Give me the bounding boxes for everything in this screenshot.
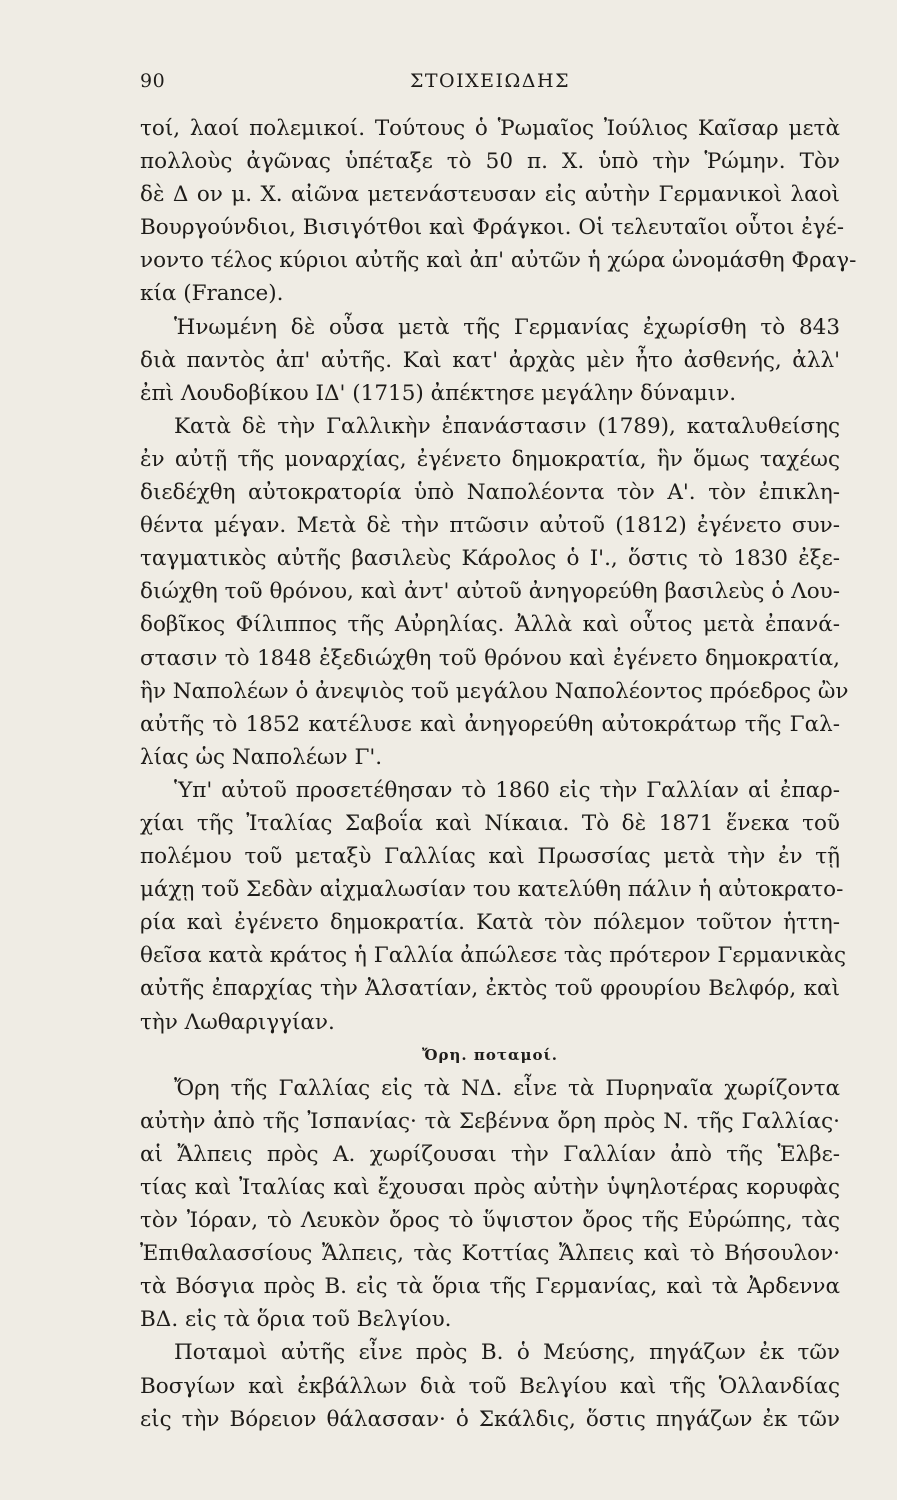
text-line: ἣν Ναπολέων ὁ ἀνεψιὸς τοῦ μεγάλου Ναπολέοντος πρόεδρος ὢν [140, 678, 849, 704]
text-line: Ὑπ' αὐτοῦ προσετέθησαν τὸ 1860 εἰς τὴν Γαλλίαν αἱ ἐπαρ- [174, 777, 840, 803]
text-line: διὰ παντὸς ἀπ' αὐτῆς. Καὶ κατ' ἀρχὰς μὲν ἦτο ἀσθενής, ἀλλ' [140, 347, 840, 373]
text-line: Ἐπιθαλασσίους Ἄλπεις, τὰς Κοττίας Ἄλπεις καὶ τὸ Βήσουλον· [140, 1241, 840, 1267]
text-line: τίας καὶ Ἰταλίας καὶ ἔχουσαι πρὸς αὐτὴν ὑψηλοτέρας κορυφὰς [140, 1175, 840, 1200]
text-line: κία (France). [140, 281, 284, 307]
text-line: αὐτῆς ἐπαρχίας τὴν Ἀλσατίαν, ἐκτὸς τοῦ φρουρίου Βελφόρ, καὶ [140, 976, 840, 1002]
text-line: αὐτῆς τὸ 1852 κατέλυσε καὶ ἀνηγορεύθη αὐτοκράτωρ τῆς Γαλ- [140, 711, 840, 737]
text-line: πολέμου τοῦ μεταξὺ Γαλλίας καὶ Πρωσσίας μετὰ τὴν ἐν τῇ [140, 844, 840, 870]
text-line: δοβῖκος Φίλιππος τῆς Αὐρηλίας. Ἀλλὰ καὶ οὗτος μετὰ ἐπανά- [140, 612, 840, 638]
text-line: Ὄρη τῆς Γαλλίας εἰς τὰ ΝΔ. εἶνε τὰ Πυρηναῖα χωρίζοντα [174, 1075, 840, 1101]
text-line: θέντα μέγαν. Μετὰ δὲ τὴν πτῶσιν αὐτοῦ (1812) ἐγένετο συν- [140, 513, 840, 539]
text-line: χίαι τῆς Ἰταλίας Σαβοΐα καὶ Νίκαια. Τὸ δὲ 1871 ἕνεκα τοῦ [140, 810, 840, 836]
text-line: ταγματικὸς αὐτῆς βασιλεὺς Κάρολος ὁ Ι'., ὅστις τὸ 1830 ἐξε- [140, 546, 840, 572]
text-line: δὲ Δ ον μ. Χ. αἰῶνα μετενάστευσαν εἰς αὐτὴν Γερμανικοὶ λαοὶ [140, 182, 840, 208]
text-line: ἐπὶ Λουδοβίκου ΙΔ' (1715) ἀπέκτησε μεγάλην δύναμιν. [140, 380, 737, 406]
section-heading: Ὄρη. ποταμοί. [422, 1045, 558, 1064]
text-line: τὴν Λωθαριγγίαν. [140, 1009, 335, 1035]
text-line: διεδέχθη αὐτοκρατορία ὑπὸ Ναπολέοντα τὸν Α'. τὸν ἐπικλη- [140, 480, 840, 506]
text-line: μάχῃ τοῦ Σεδὰν αἰχμαλωσίαν του κατελύθη πάλιν ἡ αὐτοκρατο- [140, 877, 844, 903]
text-line: Ποταμοὶ αὐτῆς εἶνε πρὸς Β. ὁ Μεύσης, πηγάζων ἐκ τῶν [174, 1340, 840, 1366]
text-line: αἱ Ἄλπεις πρὸς Α. χωρίζουσαι τὴν Γαλλίαν ἀπὸ τῆς Ἑλβε- [140, 1141, 840, 1167]
text-line: τοί, λαοί πολεμικοί. Τούτους ὁ Ῥωμαῖος Ἰούλιος Καῖσαρ μετὰ [140, 116, 840, 141]
text-line: Βοσγίων καὶ ἐκβάλλων διὰ τοῦ Βελγίου καὶ τῆς Ὁλλανδίας [140, 1373, 840, 1399]
text-line: Κατὰ δὲ τὴν Γαλλικὴν ἐπανάστασιν (1789), καταλυθείσης [174, 413, 840, 439]
text-line: λίας ὡς Ναπολέων Γ'. [140, 744, 383, 770]
text-line: νοντο τέλος κύριοι αὐτῆς καὶ ἀπ' αὐτῶν ἡ χώρα ὠνομάσθη Φραγ- [140, 248, 857, 274]
text-line: αὐτὴν ἀπὸ τῆς Ἰσπανίας· τὰ Σεβέννα ὄρη πρὸς Ν. τῆς Γαλλίας· [140, 1108, 840, 1134]
text-line: Ἡνωμένη δὲ οὖσα μετὰ τῆς Γερμανίας ἐχωρίσθη τὸ 843 [174, 314, 840, 340]
text-line: θεῖσα κατὰ κράτος ἡ Γαλλία ἀπώλεσε τὰς πρότερον Γερμανικὰς [140, 943, 847, 969]
text-line: διώχθη τοῦ θρόνου, καὶ ἀντ' αὐτοῦ ἀνηγορεύθη βασιλεὺς ὁ Λου- [140, 579, 840, 605]
text-line: ΒΔ. εἰς τὰ ὅρια τοῦ Βελγίου. [140, 1307, 452, 1333]
page-header [140, 70, 840, 102]
text-line: εἰς τὴν Βόρειον θάλασσαν· ὁ Σκάλδις, ὅστις πηγάζων ἐκ τῶν [140, 1406, 840, 1432]
text-line: ρία καὶ ἐγένετο δημοκρατία. Κατὰ τὸν πόλεμον τοῦτον ἡττη- [140, 910, 840, 936]
text-line: τὸν Ἰόραν, τὸ Λευκὸν ὄρος τὸ ὕψιστον ὄρος τῆς Εὐρώπης, τὰς [140, 1208, 840, 1234]
text-line: Βουργούνδιοι, Βισιγότθοι καὶ Φράγκοι. Οἱ τελευταῖοι οὗτοι ἐγέ- [140, 215, 845, 241]
text-line: στασιν τὸ 1848 ἐξεδιώχθη τοῦ θρόνου καὶ ἐγένετο δημοκρατία, [140, 645, 840, 671]
text-line: τὰ Βόσγια πρὸς Β. εἰς τὰ ὅρια τῆς Γερμανίας, καὶ τὰ Ἀρδεννα [140, 1274, 840, 1300]
running-title: ΣΤΟΙΧΕΙΩΔΗΣ [409, 70, 571, 92]
page-body-text [140, 112, 857, 1436]
text-line: πολλοὺς ἀγῶνας ὑπέταξε τὸ 50 π. Χ. ὑπὸ τὴν Ῥώμην. Τὸν [140, 149, 840, 175]
text-line: ἐν αὐτῇ τῆς μοναρχίας, ἐγένετο δημοκρατία, ἣν ὅμως ταχέως [140, 446, 840, 472]
page-number: 90 [140, 70, 166, 92]
